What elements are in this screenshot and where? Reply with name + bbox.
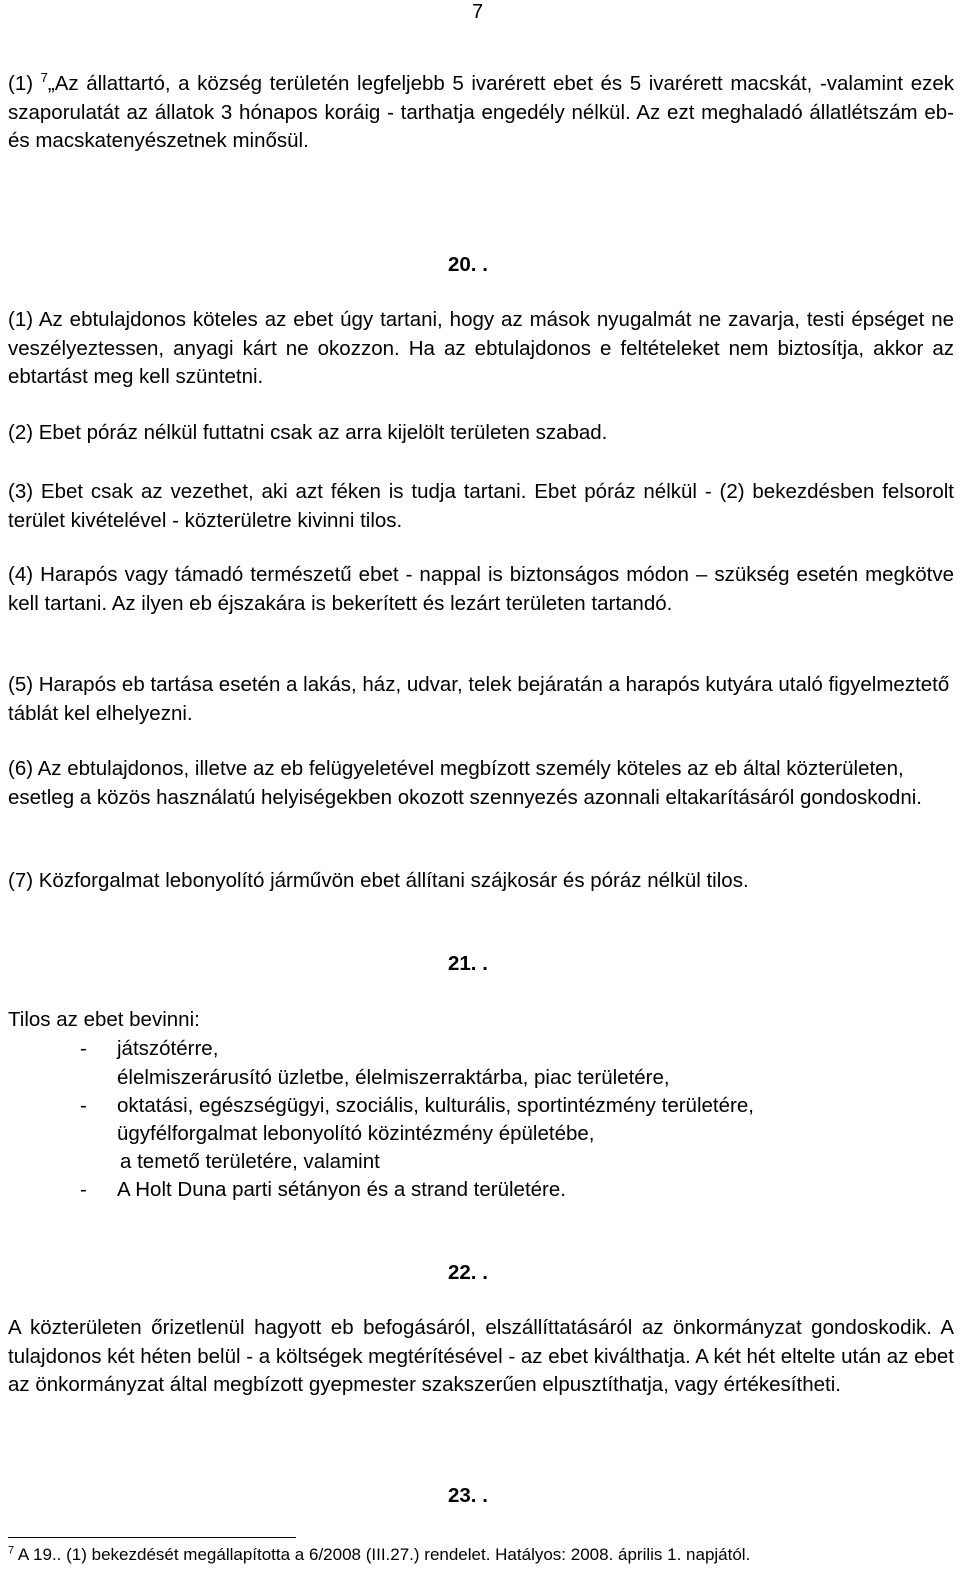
section-22-heading: 22. .	[448, 1261, 488, 1284]
paragraph-20-5: (5) Harapós eb tartása esetén a lakás, ház, udvar, telek bejáratán a harapós kutyára utaló figyelmeztető táblát kel elhelyezni.	[8, 673, 950, 725]
list-item	[120, 1148, 380, 1176]
paragraph-20-4: (4) Harapós vagy támadó természetű ebet - nappal is biztonságos módon – szükség esetén megkötve kell tartani. Az ilyen eb éjszakára is bekerített és lezárt területen tartandó.	[8, 563, 954, 615]
list-dash: -	[80, 1037, 87, 1060]
paragraph-20-2: (2) Ebet póráz nélkül futtatni csak az arra kijelölt területen szabad.	[8, 421, 608, 444]
footnote-text: A 19.. (1) bekezdését megállapította a 6/2008 (III.27.) rendelet. Hatályos: 2008. április 1. napjától.	[17, 1545, 751, 1564]
section-20-heading: 20. .	[448, 253, 488, 276]
page-number: 7	[472, 1, 484, 23]
list-item-text: ügyfélforgalmat lebonyolító közintézmény épületébe,	[117, 1122, 595, 1145]
paragraph-text: „Az állattartó, a község területén legfeljebb 5 ivarérett ebet és 5 ivarérett macskát, -valamint ezek szaporulatát az állatok 3 hónapos koráig - tarthatja engedély nélkül. Az ezt meghaladó állatlétszám eb- és macskatenyészetnek minősül.	[8, 72, 954, 152]
list-item-text: élelmiszerárusító üzletbe, élelmiszerraktárba, piac területére,	[117, 1066, 670, 1089]
list-item-text: A Holt Duna parti sétányon és a strand területére.	[117, 1178, 566, 1201]
footnote-separator	[8, 1537, 296, 1538]
list-dash: -	[80, 1094, 87, 1117]
paragraph-20-6: (6) Az ebtulajdonos, illetve az eb felügyeletével megbízott személy köteles az eb által közterületen, esetleg a közös használatú helyiségekben okozott szennyezés azonnali eltakarításáról gondoskodni.	[8, 757, 922, 809]
list-item-text: oktatási, egészségügyi, szociális, kulturális, sportintézmény területére,	[117, 1094, 754, 1117]
paragraph-22: A közterületen őrizetlenül hagyott eb befogásáról, elszállíttatásáról az önkormányzat gondoskodik. A tulajdonos két héten belül - a költségek megtérítésével - az ebet kiválthatja. A két hét eltelte után az ebet az önkormányzat által megbízott gyepmester szakszerűen elpusztíthatja, vagy értékesítheti.	[8, 1316, 954, 1396]
list-item-text: játszótérre,	[117, 1037, 219, 1060]
footnote-number: 7	[8, 1544, 15, 1557]
list-item	[117, 1120, 595, 1148]
section-23-heading: 23. .	[448, 1484, 488, 1507]
list-dash: -	[80, 1178, 87, 1201]
footnote-ref: 7	[40, 70, 48, 86]
list-item	[117, 1064, 670, 1092]
paragraph-20-3: (3) Ebet csak az vezethet, aki azt féken is tudja tartani. Ebet póráz nélkül - (2) bekezdésben felsorolt terület kivételével - közterületre kivinni tilos.	[8, 480, 954, 532]
paragraph-20-1: (1) Az ebtulajdonos köteles az ebet úgy tartani, hogy az mások nyugalmát ne zavarja, testi épséget ne veszélyeztessen, anyagi kárt ne okozzon. Ha az ebtulajdonos e feltételeket nem biztosítja, akkor az ebtartást meg kell szüntetni.	[8, 308, 954, 388]
footnote	[8, 1544, 750, 1566]
paragraph-20-7: (7) Közforgalmat lebonyolító járművön ebet állítani szájkosár és póráz nélkül tilos.	[8, 869, 749, 892]
paragraph-19-1	[8, 70, 954, 156]
paragraph-label: (1)	[8, 72, 34, 95]
section-21-heading: 21. .	[448, 952, 488, 975]
list-item-text: a temető területére, valamint	[120, 1150, 380, 1173]
section-21-intro: Tilos az ebet bevinni:	[8, 1008, 200, 1031]
